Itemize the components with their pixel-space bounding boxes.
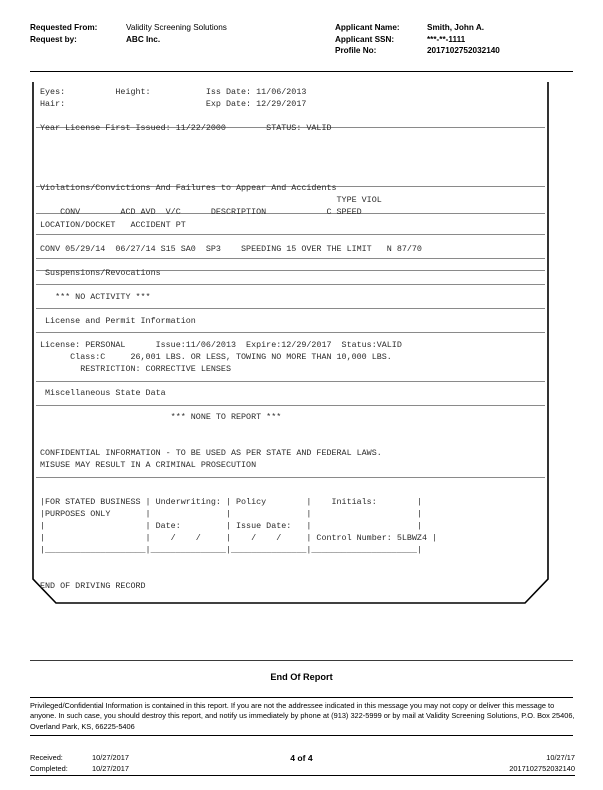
requested-from-value: Validity Screening Solutions [126, 23, 227, 32]
disclaimer-top-rule [30, 697, 573, 698]
record-line: |FOR STATED BUSINESS | Underwriting: | Policy | Initials: | [40, 496, 422, 507]
footer-rule [30, 775, 575, 776]
record-line [40, 375, 600, 387]
profile-no-label: Profile No: [335, 46, 377, 55]
footer-identity-block [509, 753, 575, 774]
completed-value: 10/27/2017 [92, 763, 129, 773]
record-line: *** NONE TO REPORT *** [40, 412, 282, 423]
record-line: |PURPOSES ONLY | | | | [40, 508, 422, 519]
header-row-requested-from [30, 22, 227, 34]
header-row-request-by [30, 34, 227, 46]
report-header [0, 22, 603, 64]
record-line: |____________________|_______________|_______________|_____________________| [40, 544, 422, 555]
record-line [40, 399, 600, 411]
applicant-ssn-label: Applicant SSN: [335, 34, 395, 44]
record-line: License and Permit Information [40, 315, 196, 326]
header-row-profile-no [335, 45, 500, 57]
profile-no-value: 2017102752032140 [427, 46, 500, 55]
header-applicant-block [335, 22, 500, 57]
record-line [40, 231, 600, 243]
request-by-label: Request by: [30, 34, 77, 44]
record-line [40, 279, 600, 291]
record-line: CONV 05/29/14 06/27/14 S15 SA0 SP3 SPEEDING 15 OVER THE LIMIT N 87/70 [40, 243, 422, 254]
page-indicator: 4 of 4 [290, 753, 313, 763]
record-line: Suspensions/Revocations [40, 267, 161, 278]
record-line: Year License First Issued: 11/22/2000 STATUS: VALID [40, 123, 332, 134]
applicant-name-label: Applicant Name: [335, 23, 400, 32]
record-line: Class:C 26,001 LBS. OR LESS, TOWING NO MORE THAN 10,000 LBS. [40, 352, 392, 363]
disclaimer-bottom-rule [30, 735, 573, 736]
header-divider-rule [30, 71, 573, 72]
completed-label: Completed: [30, 763, 68, 773]
applicant-ssn-value: ***-**-1111 [427, 34, 466, 44]
record-line: Eyes: Height: Iss Date: 11/06/2013 [40, 87, 307, 97]
record-line [40, 170, 600, 182]
request-by-value: ABC Inc. [126, 34, 161, 44]
record-line [40, 484, 600, 496]
record-line: TYPE VIOL [40, 195, 382, 206]
record-line: END OF DRIVING RECORD [40, 580, 146, 591]
record-line: RESTRICTION: CORRECTIVE LENSES [40, 364, 231, 375]
record-line [40, 435, 600, 447]
driving-record-text [40, 86, 600, 592]
header-row-applicant-ssn [335, 34, 500, 46]
record-line: LOCATION/DOCKET ACCIDENT PT [40, 219, 186, 230]
footer-completed-row [30, 764, 129, 775]
end-of-report-rule [30, 660, 573, 661]
received-value: 10/27/2017 [92, 753, 129, 762]
received-label: Received: [30, 753, 63, 762]
disclaimer-text: Privileged/Confidential Information is contained in this report. If you are not the addressee indicated in this message you may not copy or deliver this message to anyone. In such case, you should destroy this report, and notify us immediately by phone at (913) 322-5999 or by mail at Validity Screening Solutions, P.O. Box 25406, Overland Park, KS, 66225-5406 [30, 701, 575, 731]
record-line [40, 146, 600, 158]
header-row-applicant-name [335, 22, 500, 34]
record-line [40, 327, 600, 339]
header-requester-block [30, 22, 227, 45]
record-line [40, 255, 600, 267]
record-line: Violations/Convictions And Failures to Appear And Accidents [40, 183, 337, 194]
record-line [40, 556, 600, 568]
record-line: | | Date: | Issue Date: | | [40, 520, 422, 531]
record-line: Miscellaneous State Data [40, 388, 166, 399]
record-line: CONV ACD AVD V/C DESCRIPTION C SPEED [40, 207, 362, 218]
record-line [40, 472, 600, 484]
record-line [40, 423, 600, 435]
record-line [40, 158, 600, 170]
end-of-report-label: End Of Report [270, 672, 333, 682]
record-line: | | / / | / / | Control Number: 5LBWZ4 | [40, 532, 438, 543]
record-line [40, 568, 600, 580]
footer-profile-no: 2017102752032140 [509, 763, 575, 773]
record-line [40, 303, 600, 315]
record-line [40, 110, 600, 122]
record-line: MISUSE MAY RESULT IN A CRIMINAL PROSECUTION [40, 460, 257, 471]
record-line [40, 134, 600, 146]
record-line: Hair: Exp Date: 12/29/2017 [40, 99, 307, 110]
applicant-name-value: Smith, John A. [427, 23, 485, 32]
footer-date-short: 10/27/17 [546, 753, 575, 762]
record-line: License: PERSONAL Issue:11/06/2013 Expire:12/29/2017 Status:VALID [40, 339, 402, 350]
requested-from-label: Requested From: [30, 23, 98, 32]
record-line: CONFIDENTIAL INFORMATION - TO BE USED AS PER STATE AND FEDERAL LAWS. [40, 448, 382, 459]
record-line: *** NO ACTIVITY *** [40, 291, 151, 302]
